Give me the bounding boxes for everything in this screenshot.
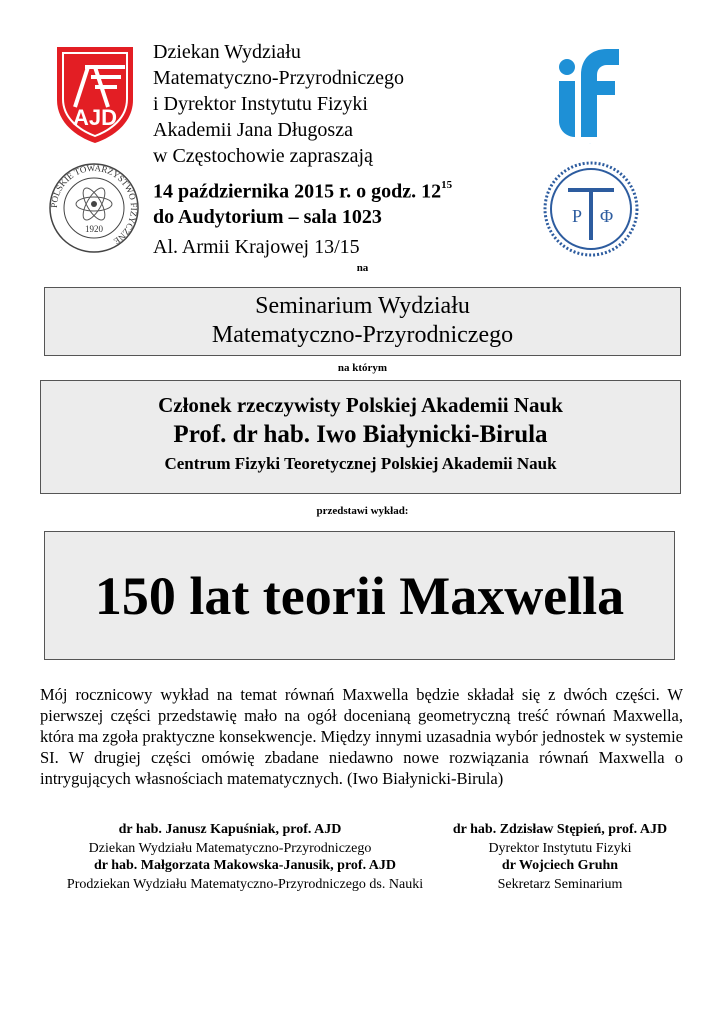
signature-name: dr hab. Małgorzata Makowska-Janusik, prof. AJD	[93, 858, 397, 873]
date-line	[153, 175, 452, 204]
lecture-title: 150 lat teorii Maxwella	[94, 566, 625, 626]
seminar-line-2: Matematyczno-Przyrodniczego	[211, 322, 514, 348]
if-logo-text: if	[589, 144, 591, 145]
signature-title: Dyrektor Instytutu Fizyki	[488, 841, 632, 856]
signature-vice-dean	[40, 856, 450, 894]
signature-dean	[40, 820, 420, 858]
svg-text:Φ: Φ	[600, 206, 614, 226]
signature-title: Prodziekan Wydziału Matematyczno-Przyrodniczego ds. Nauki	[66, 877, 424, 892]
ajd-logo	[55, 45, 135, 145]
connector-na-ktorym: na którym	[337, 362, 388, 374]
date-text: 14 października 2015 r. o godz. 12	[153, 180, 442, 203]
header-line-3: i Dyrektor Instytutu Fizyki	[153, 93, 368, 115]
header-line-5: w Częstochowie zapraszają	[153, 145, 373, 167]
signature-name: dr Wojciech Gruhn	[501, 858, 619, 873]
ajd-logo-text: AJD	[72, 105, 118, 130]
connector-na: na	[356, 262, 369, 274]
speaker-box	[40, 380, 681, 494]
header-line-1: Dziekan Wydziału	[153, 41, 301, 63]
physics-society-seal	[542, 160, 640, 258]
time-superscript: 15	[441, 179, 453, 191]
svg-text:P: P	[572, 206, 583, 226]
header-line-4: Akademii Jana Długosza	[153, 119, 353, 141]
if-logo	[555, 45, 625, 145]
ptf-ring-text: POLSKIE TOWARZYSTWO FIZYCZNE	[48, 162, 140, 247]
speaker-role: Członek rzeczywisty Polskiej Akademii Nauk	[158, 393, 563, 417]
signature-title: Sekretarz Seminarium	[497, 877, 623, 892]
signature-director	[420, 820, 700, 858]
lecture-title-box	[44, 531, 675, 660]
ptf-year: 1920	[85, 224, 103, 234]
speaker-name: Prof. dr hab. Iwo Białynicki-Birula	[173, 421, 548, 448]
seminar-line-1: Seminarium Wydziału	[255, 293, 470, 319]
signature-title: Dziekan Wydziału Matematyczno-Przyrodniczego	[88, 841, 372, 856]
address-line: Al. Armii Krajowej 13/15	[153, 236, 360, 258]
speaker-affiliation: Centrum Fizyki Teoretycznej Polskiej Akademii Nauk	[164, 454, 557, 473]
signature-name: dr hab. Zdzisław Stępień, prof. AJD	[452, 822, 668, 837]
ptf-seal	[48, 162, 140, 254]
signature-name: dr hab. Janusz Kapuśniak, prof. AJD	[118, 822, 342, 837]
seminar-box	[44, 287, 681, 356]
lecture-abstract: Mój rocznicowy wykład na temat równań Maxwella będzie składał się z dwóch części. W pierwszej części przedstawię mało na ogół docenianą geometryczną treść równań Maxwella, która ma zgoła praktyczne konsekwencje. Między innymi uzasadnia wybór jednostek w systemie SI. W drugiej części omówię zbadane niedawno nowe rozwiązania równań Maxwella o intrygujących własnościach matematycznych. (Iwo Białynicki-Birula)	[40, 685, 683, 788]
connector-przedstawi: przedstawi wykład:	[316, 505, 409, 517]
venue-line: do Audytorium – sala 1023	[153, 206, 382, 228]
header-line-2: Matematyczno-Przyrodniczego	[153, 67, 405, 89]
signature-secretary	[420, 856, 700, 894]
